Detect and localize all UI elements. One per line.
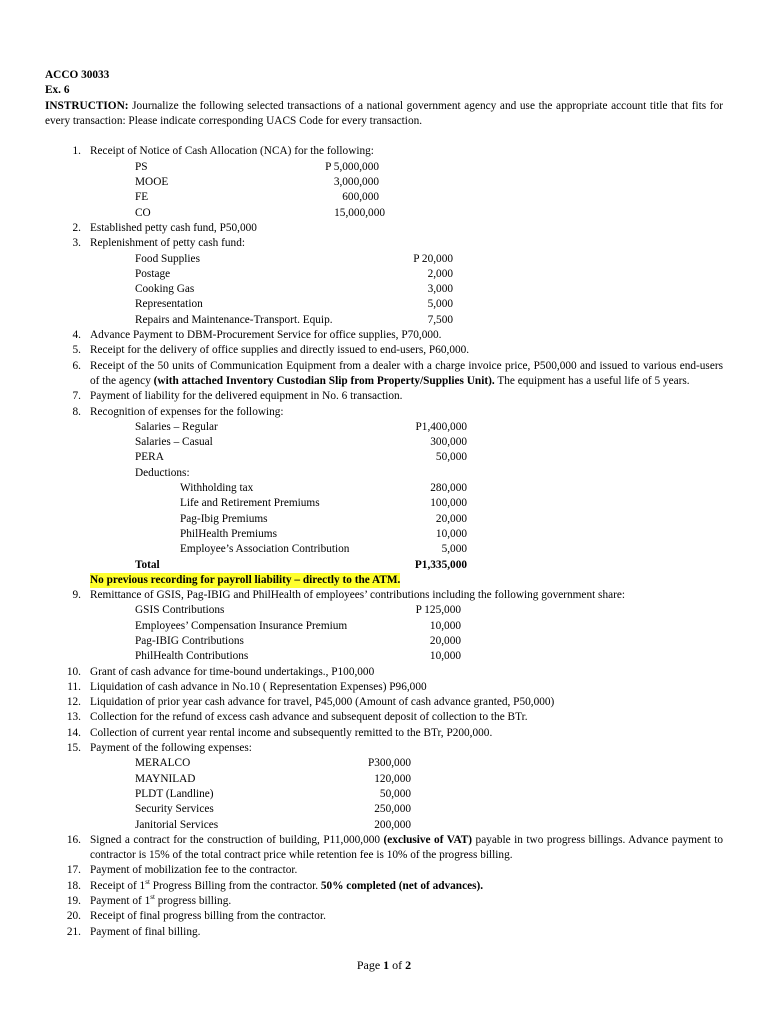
list-item: 4. Advance Payment to DBM-Procurement Service for office supplies, P70,000. (72, 329, 442, 342)
list-item: 13. Collection for the refund of excess cash advance and subsequent deposit of collection to the BTr. (66, 711, 528, 724)
list-item: 6. Receipt of the 50 units of Communication Equipment from a dealer with a charge invoice price, P500,000 and issued to various end-users of the agency (with attached Inventory Custodian Slip from Property/Supplies Unit). The equipment has a useful life of 5 years. (72, 359, 723, 387)
list-item: 9. Remittance of GSIS, Pag-IBIG and PhilHealth of employees’ contributions including the following government share: (72, 589, 626, 602)
detail-row: PS P 5,000,000 (135, 160, 379, 173)
detail-row: Security Services 250,000 (135, 803, 411, 816)
highlighted-note: No previous recording for payroll liability – directly to the ATM. (90, 573, 400, 588)
detail-row: Salaries – Casual 300,000 (135, 436, 467, 449)
list-item: 8. Recognition of expenses for the following: (72, 405, 284, 418)
document-body (45, 68, 723, 940)
page-footer: Page 1 of 2 (356, 958, 412, 972)
list-item: 2. Established petty cash fund, P50,000 (72, 221, 257, 234)
detail-row: CO 15,000,000 (135, 206, 385, 219)
detail-row: Representation 5,000 (135, 298, 453, 311)
course-code: ACCO 30033 (45, 69, 110, 81)
detail-row: FE 600,000 (135, 191, 379, 204)
deduction-row: Life and Retirement Premiums 100,000 (180, 497, 467, 510)
list-item: 1. Receipt of Notice of Cash Allocation (NCA) for the following: (72, 145, 374, 158)
list-item: 17. Payment of mobilization fee to the contractor. (66, 864, 298, 877)
instruction-paragraph (45, 99, 723, 130)
detail-row: MOOE 3,000,000 (135, 176, 379, 189)
total-row: Total P1,335,000 (135, 558, 467, 571)
instruction-text: Journalize the following selected transactions of a national government agency and use the appropriate account title that fits for every transaction: Please indicate corresponding UACS Code for every transaction. (45, 99, 723, 127)
detail-row: PLDT (Landline) 50,000 (135, 787, 411, 800)
list-item: 16. Signed a contract for the construction of building, P11,000,000 (exclusive of VAT) payable in two progress billings. Advance payment to contractor is 15% of the total contract price while retention fee is 10% of the progress billing. (66, 833, 723, 862)
detail-row: MAYNILAD 120,000 (135, 772, 411, 785)
detail-row: MERALCO P300,000 (135, 757, 411, 770)
list-item: 18. Receipt of 1st Progress Billing from the contractor. 50% completed (net of advances). (66, 877, 484, 892)
detail-row: Postage 2,000 (135, 267, 453, 280)
detail-row: Pag-IBIG Contributions 20,000 (135, 634, 461, 647)
detail-row: Food Supplies P 20,000 (135, 252, 453, 265)
deduction-row: Pag-Ibig Premiums 20,000 (180, 512, 467, 525)
list-item: 21. Payment of final billing. (66, 925, 201, 938)
payroll-note-row (45, 573, 723, 588)
deductions-label-row: Deductions: (135, 466, 190, 479)
detail-row: Employees’ Compensation Insurance Premium 10,000 (135, 619, 461, 632)
deduction-row: Employee’s Association Contribution 5,000 (180, 543, 467, 556)
list-item: 3. Replenishment of petty cash fund: (72, 237, 245, 250)
list-item: 10. Grant of cash advance for time-bound undertakings., P100,000 (66, 665, 375, 678)
detail-row: PhilHealth Contributions 10,000 (135, 650, 461, 663)
deduction-row: Withholding tax 280,000 (180, 482, 467, 495)
deduction-row: PhilHealth Premiums 10,000 (180, 527, 467, 540)
exercise-number: Ex. 6 (45, 84, 70, 97)
detail-row: PERA 50,000 (135, 451, 467, 464)
list-item: 7. Payment of liability for the delivered equipment in No. 6 transaction. (72, 390, 403, 403)
list-item: 15. Payment of the following expenses: (66, 742, 252, 755)
detail-row: GSIS Contributions P 125,000 (135, 604, 461, 617)
list-item: 11. Liquidation of cash advance in No.10 ( Representation Expenses) P96,000 (67, 680, 427, 693)
detail-row: Repairs and Maintenance-Transport. Equip. 7,500 (135, 313, 453, 326)
list-item: 5. Receipt for the delivery of office supplies and directly issued to end-users, P60,000. (72, 344, 470, 357)
detail-row: Cooking Gas 3,000 (135, 283, 453, 296)
list-item: 19. Payment of 1st progress billing. (66, 893, 232, 908)
spacer (45, 129, 723, 144)
instruction-label: INSTRUCTION: (45, 99, 129, 112)
list-item: 20. Receipt of final progress billing from the contractor. (66, 910, 326, 923)
list-item: 14. Collection of current year rental income and subsequently remitted to the BTr, P200,000. (66, 726, 493, 739)
detail-row: Janitorial Services 200,000 (135, 818, 411, 831)
detail-row: Salaries – Regular P1,400,000 (135, 420, 467, 433)
list-item: 12. Liquidation of prior year cash advance for travel, P45,000 (Amount of cash advance granted, P50,000) (66, 696, 555, 709)
